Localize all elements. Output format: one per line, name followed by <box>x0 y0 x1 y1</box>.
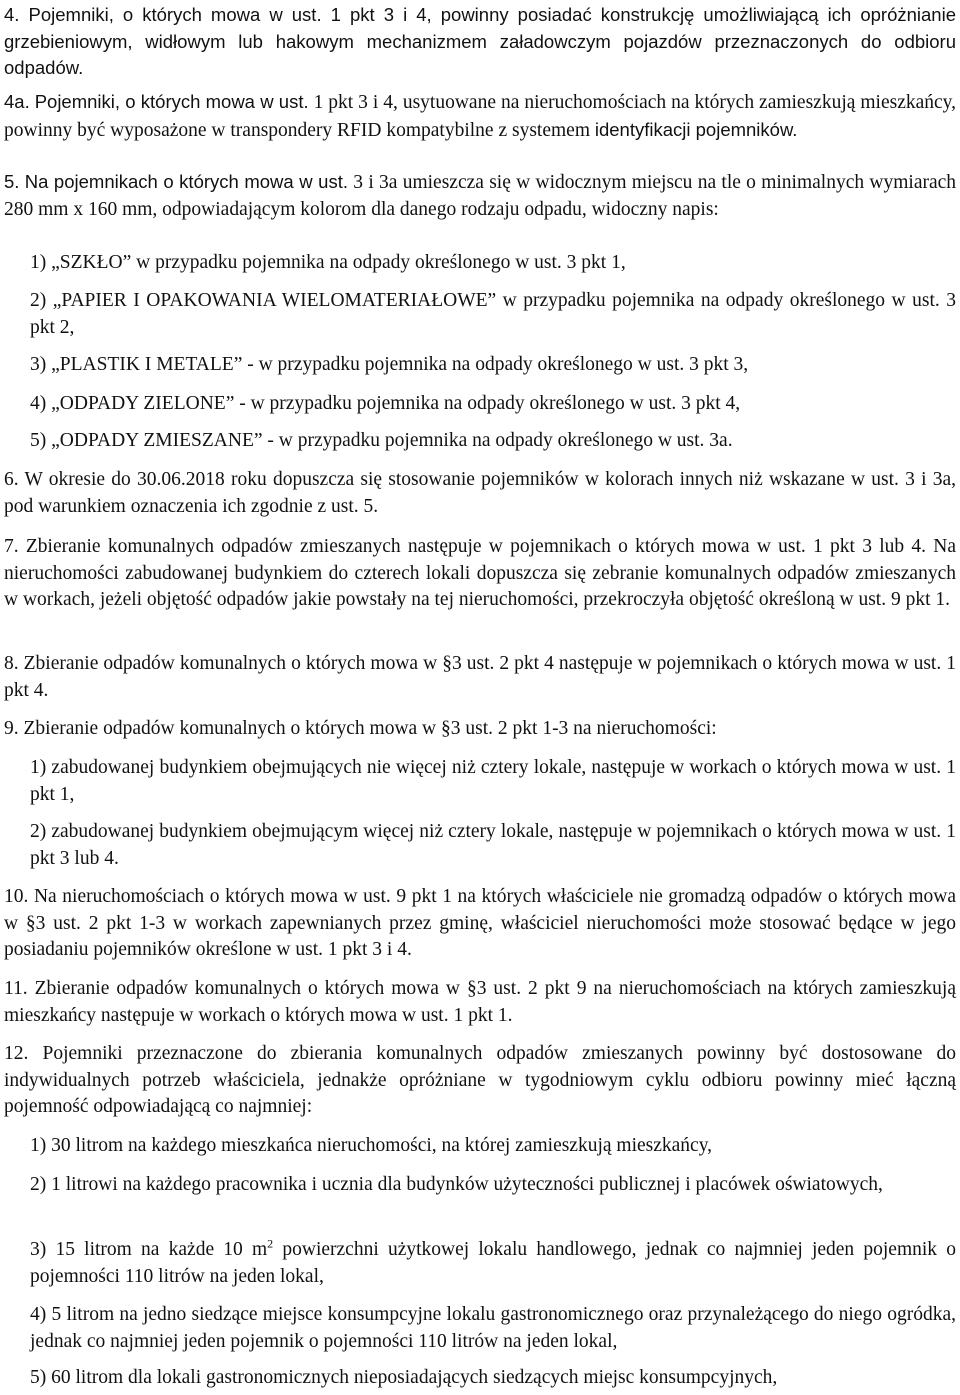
list-item-12-3 <box>30 1237 956 1290</box>
paragraph-9: 9. Zbieranie odpadów komunalnych o których mowa w §3 ust. 2 pkt 1-3 na nieruchomości: <box>4 718 717 739</box>
list-item-12-4: 4) 5 litrom na jedno siedzące miejsce konsumpcyjne lokalu gastronomicznego oraz przynależącego do niego ogródka, jednak co najmniej jeden pojemnik o pojemności 110 litrów na jeden lokal, <box>30 1304 956 1352</box>
paragraph-5 <box>4 169 956 223</box>
paragraph-tail: identyfikacji pojemników. <box>594 118 798 140</box>
paragraph-text: 1 pkt 3 i 4, usytuowane na nieruchomościach na których zamieszkują mieszkańcy, powinny być wyposażone w transpondery RFID kompatybilne z systemem <box>4 92 957 141</box>
paragraph-number: 4a. <box>4 91 30 112</box>
paragraph-4a <box>4 89 956 144</box>
superscript-exponent: 2 <box>267 1236 274 1251</box>
paragraph-11: 11. Zbieranie odpadów komunalnych o których mowa w §3 ust. 2 pkt 9 na nieruchomościach na których zamieszkują mieszkańcy następuje w workach o których mowa w ust. 1 pkt 1. <box>4 978 956 1026</box>
paragraph-12: 12. Pojemniki przeznaczone do zbierania komunalnych odpadów zmieszanych powinny być dostosowane do indywidualnych potrzeb właściciela, jednakże opróżniane w tygodniowym cyklu odbioru powinny mieć łączną pojemność odpowiadającą co najmniej: <box>4 1043 956 1117</box>
paragraph-4 <box>4 2 956 82</box>
paragraph-8: 8. Zbieranie odpadów komunalnych o których mowa w §3 ust. 2 pkt 4 następuje w pojemnikach o których mowa w ust. 1 pkt 4. <box>4 653 956 701</box>
paragraph-lead: Na pojemnikach o których mowa w ust. <box>24 171 348 192</box>
list-item-9-1: 1) zabudowanej budynkiem obejmujących nie więcej niż cztery lokale, następuje w workach o których mowa w ust. 1 pkt 1, <box>30 757 956 805</box>
list-item-12-1: 1) 30 litrom na każdego mieszkańca nieruchomości, na której zamieszkują mieszkańcy, <box>30 1135 713 1156</box>
paragraph-6: 6. W okresie do 30.06.2018 roku dopuszcza się stosowanie pojemników w kolorach innych niż wskazane w ust. 3 i 3a, pod warunkiem oznaczenia ich zgodnie z ust. 5. <box>4 469 956 517</box>
list-item-papier: 2) „PAPIER I OPAKOWANIA WIELOMATERIAŁOWE” w przypadku pojemnika na odpady określonego w ust. 3 pkt 2, <box>30 290 956 338</box>
list-item-zmieszane: 5) „ODPADY ZMIESZANE” - w przypadku pojemnika na odpady określonego w ust. 3a. <box>30 430 733 451</box>
paragraph-10: 10. Na nieruchomościach o których mowa w ust. 9 pkt 1 na których właściciele nie gromadzą odpadów o których mowa w §3 ust. 2 pkt 1-3 w workach zapewnianych przez gminę, właściciel nieruchomości może stosować będące w jego posiadaniu pojemników określone w ust. 1 pkt 3 i 4. <box>4 886 956 960</box>
list-item-zielone: 4) „ODPADY ZIELONE” - w przypadku pojemnika na odpady określonego w ust. 3 pkt 4, <box>30 393 741 414</box>
list-item-plastik: 3) „PLASTIK I METALE” - w przypadku pojemnika na odpady określonego w ust. 3 pkt 3, <box>30 354 749 375</box>
paragraph-number: 4. <box>4 4 20 25</box>
list-item-9-2: 2) zabudowanej budynkiem obejmującym więcej niż cztery lokale, następuje w pojemnikach o których mowa w ust. 1 pkt 3 lub 4. <box>30 821 956 869</box>
list-item-szklo: 1) „SZKŁO” w przypadku pojemnika na odpady określonego w ust. 3 pkt 1, <box>30 252 626 273</box>
paragraph-7: 7. Zbieranie komunalnych odpadów zmieszanych następuje w pojemnikach o których mowa w ust. 1 pkt 3 lub 4. Na nieruchomości zabudowanej budynkiem do czterech lokali dopuszcza się zebranie komunalnych odpadów zmieszanych w workach, jeżeli objętość odpadów jakie powstały na tej nieruchomości, przekroczyła objętość określoną w ust. 9 pkt 1. <box>4 536 956 610</box>
paragraph-number: 5. <box>4 171 20 192</box>
list-item-12-5: 5) 60 litrom dla lokali gastronomicznych nieposiadających siedzących miejsc konsumpcyjnych, <box>30 1367 778 1388</box>
list-item-12-2: 2) 1 litrowi na każdego pracownika i ucznia dla budynków użyteczności publicznej i placówek oświatowych, <box>30 1174 883 1195</box>
paragraph-lead: Pojemniki, o których mowa w ust. <box>34 91 309 112</box>
paragraph-text: Pojemniki, o których mowa w ust. 1 pkt 3 i 4, powinny posiadać konstrukcję umożliwiającą ich opróżnianie grzebieniowym, widłowym lub hakowym mechanizmem załadowczym pojazdów przeznaczonych do odbioru odpadów. <box>4 4 956 78</box>
list-item-text-continued: powierzchni użytkowej lokalu handlowego, jednak co najmniej jeden pojemnik o pojemności 110 litrów na jeden lokal, <box>30 1239 956 1287</box>
list-item-text: 3) 15 litrom na każde 10 m <box>30 1239 268 1260</box>
paragraph-text: 3 i 3a umieszcza się w widocznym miejscu na tle o minimalnych wymiarach 280 mm x 160 mm, odpowiadającym kolorom dla danego rodzaju odpadu, widoczny napis: <box>4 172 957 220</box>
